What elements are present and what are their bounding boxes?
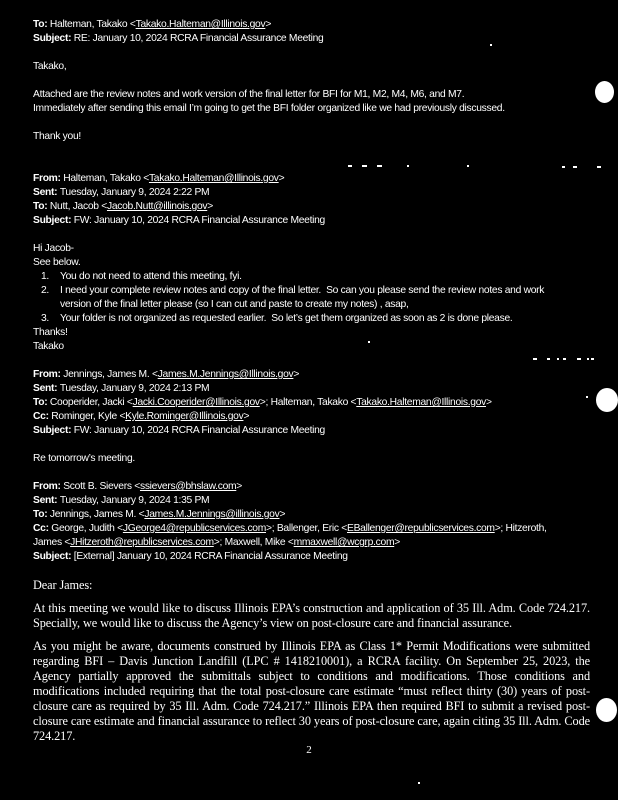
email-1-body [33, 88, 590, 116]
scan-noise-dash [407, 165, 409, 167]
header-text: >; Ballenger, Eric < [266, 523, 348, 534]
email-2-body [33, 242, 590, 354]
header-line [33, 382, 590, 396]
body-line: Takako, [33, 61, 67, 72]
email-thread [33, 18, 590, 744]
email-address: ssievers@bhslaw.com [139, 481, 237, 492]
header-label: From: [33, 369, 64, 380]
header-line [33, 508, 590, 522]
header-label: Sent: [33, 495, 60, 506]
letter-salutation: Dear James: [33, 578, 93, 592]
header-label: From: [33, 173, 64, 184]
spacer [33, 354, 590, 368]
email-address: Jacob.Nutt@illinois.gov [106, 201, 208, 212]
header-text: RE: January 10, 2024 RCRA Financial Assurance Meeting [73, 33, 324, 44]
email-1-greeting [33, 60, 590, 74]
header-text: Rominger, Kyle < [51, 411, 126, 422]
header-label: To: [33, 201, 50, 212]
header-text: [External] January 10, 2024 RCRA Financial Assurance Meeting [73, 551, 348, 562]
scan-noise-dash [377, 165, 382, 167]
scan-noise-dash [562, 166, 565, 168]
spacer [33, 228, 590, 242]
hole-punch-bottom [596, 698, 617, 722]
scan-noise-dash [467, 165, 469, 167]
scan-noise-speck [368, 341, 370, 343]
header-text: > [236, 481, 243, 492]
header-text: Jennings, James M. < [63, 369, 158, 380]
header-text: > [265, 19, 272, 30]
scan-noise-dash [547, 358, 550, 360]
header-text: FW: January 10, 2024 RCRA Financial Assurance Meeting [73, 215, 325, 226]
list-item-line [33, 284, 590, 298]
scan-noise-dash [362, 165, 367, 167]
spacer [33, 564, 590, 578]
list-text: Your folder is not organized as requested earlier. So let’s get them organized as soon as 2 is done please. [60, 313, 513, 324]
header-text: Cooperider, Jacki < [49, 397, 133, 408]
spacer [33, 46, 590, 60]
header-label: Subject: [33, 551, 74, 562]
spacer [33, 593, 590, 601]
header-line [33, 424, 590, 438]
scan-noise-dash [587, 358, 589, 360]
body-line: Thanks! [33, 327, 68, 338]
list-item-line [33, 270, 590, 284]
body-line: Hi Jacob- [33, 243, 74, 254]
header-line [33, 410, 590, 424]
list-number: 3. [41, 313, 49, 324]
header-line [33, 494, 590, 508]
email-address: JHitzeroth@republicservices.com [70, 537, 214, 548]
header-line [33, 172, 590, 186]
header-text: >; Maxwell, Mike < [213, 537, 294, 548]
scan-noise-speck [586, 396, 588, 398]
page-number: 2 [306, 744, 312, 756]
header-label: Cc: [33, 411, 52, 422]
email-address: James.M.Jennings@Illinois.gov [157, 369, 294, 380]
body-line: See below. [33, 257, 81, 268]
spacer [33, 74, 590, 88]
header-text: > [293, 369, 300, 380]
header-label: To: [33, 397, 50, 408]
header-label: Subject: [33, 33, 74, 44]
header-label: Sent: [33, 187, 60, 198]
header-label: From: [33, 481, 64, 492]
email-address: Takako.Halteman@Illinois.gov [135, 19, 266, 30]
email-4-header [33, 480, 590, 564]
header-label: Subject: [33, 215, 74, 226]
scan-noise-dash [533, 358, 537, 360]
email-address: JGeorge4@republicservices.com [122, 523, 266, 534]
header-text: > [394, 537, 400, 548]
list-text: I need your complete review notes and copy of the final letter. So can you please send the review notes and work [60, 285, 545, 296]
header-text: > [243, 411, 250, 422]
header-line [33, 536, 590, 550]
email-2-header [33, 172, 590, 228]
header-line [33, 480, 590, 494]
spacer [33, 438, 590, 452]
header-text: Halteman, Takako < [49, 19, 136, 30]
header-text: Halteman, Takako < [63, 173, 149, 184]
header-text: Tuesday, January 9, 2024 2:22 PM [59, 187, 210, 198]
header-text: > [279, 509, 286, 520]
header-text: > [278, 173, 285, 184]
header-text: >; Hitzeroth, [494, 523, 547, 534]
header-label: Subject: [33, 425, 74, 436]
header-line [33, 396, 590, 410]
header-text: >; Halteman, Takako < [259, 397, 357, 408]
header-line [33, 214, 590, 228]
scan-noise-dash [577, 358, 581, 360]
scan-noise-dash [597, 166, 601, 168]
header-line [33, 18, 590, 32]
header-text: Scott B. Sievers < [63, 481, 140, 492]
email-address: James.M.Jennings@illinois.gov [144, 509, 280, 520]
email-address: mmaxwell@wcgrp.com [293, 537, 395, 548]
header-text: Tuesday, January 9, 2024 2:13 PM [59, 383, 210, 394]
scan-noise-speck [490, 44, 492, 46]
header-line [33, 186, 590, 200]
list-number: 1. [41, 271, 49, 282]
letter-paragraph-1: At this meeting we would like to discuss Illinois EPA’s construction and application of 35 Ill. Adm. Code 724.217. Specially, we would like to discuss the Agency’s view on post-closure care and financial assurance. [33, 601, 590, 630]
header-label: To: [33, 509, 50, 520]
email-1-header [33, 18, 590, 46]
body-line: Re tomorrow’s meeting. [33, 453, 135, 464]
scan-noise-speck [418, 782, 420, 784]
body-line: Attached are the review notes and work version of the final letter for BFI for M1, M2, M4, M6, and M7. [33, 89, 465, 100]
scan-noise-dash [348, 165, 352, 167]
header-text: Nutt, Jacob < [49, 201, 107, 212]
header-label: Sent: [33, 383, 60, 394]
body-line: Thank you! [33, 131, 81, 142]
header-line [33, 368, 590, 382]
scan-noise-dash [573, 166, 577, 168]
email-address: Jacki.Cooperider@Illinois.gov [132, 397, 260, 408]
header-text: James < [33, 537, 71, 548]
hole-punch-top [595, 81, 614, 103]
header-text: George, Judith < [51, 523, 123, 534]
email-address: Kyle.Rominger@Illinois.gov [125, 411, 244, 422]
list-number: 2. [41, 285, 49, 296]
email-3-body [33, 452, 590, 466]
body-line: Immediately after sending this email I’m going to get the BFI folder organized like we had previously discussed. [33, 103, 505, 114]
email-1-closing [33, 130, 590, 144]
spacer [33, 144, 590, 172]
list-item-line [33, 312, 590, 326]
body-line: Takako [33, 341, 64, 352]
header-text: FW: January 10, 2024 RCRA Financial Assurance Meeting [73, 425, 325, 436]
email-address: Takako.Halteman@Illinois.gov [356, 397, 486, 408]
header-label: Cc: [33, 523, 52, 534]
scan-noise-dash [557, 358, 559, 360]
body-line: version of the final letter please (so I can cut and paste to create my notes) , asap, [60, 299, 409, 310]
spacer [33, 116, 590, 130]
letter-paragraph-2: As you might be aware, documents construed by Illinois EPA as Class 1* Permit Modifications were submitted regarding BFI – Davis Junction Landfill (LPC # 1418210001), a RCRA facility. On September 25, 2023, the Agency partially approved the submittals subject to conditions and modifications. Those conditions and modifications included requiring that the total post-closure care estimate “must reflect thirty (30) years of post-closure care as required by 35 Ill. Adm. Code 724.217.” Illinois EPA then required BFI to submit a revised post-closure care estimate and financial assurance to reflect 30 years of post-closure care, again citing 35 Ill. Adm. Code 724.217. [33, 639, 590, 743]
header-text: Tuesday, January 9, 2024 1:35 PM [59, 495, 210, 506]
spacer [33, 631, 590, 639]
header-line [33, 32, 590, 46]
scan-noise-dash [563, 358, 566, 360]
header-line [33, 550, 590, 564]
list-text: You do not need to attend this meeting, fyi. [60, 271, 242, 282]
header-line [33, 200, 590, 214]
email-address: EBallenger@republicservices.com [347, 523, 495, 534]
scan-noise-dash [591, 358, 594, 360]
spacer [33, 466, 590, 480]
hole-punch-middle [596, 388, 618, 412]
header-text: > [207, 201, 213, 212]
header-line [33, 522, 590, 536]
header-text: > [485, 397, 492, 408]
header-label: To: [33, 19, 50, 30]
email-address: Takako.Halteman@Illinois.gov [148, 173, 279, 184]
header-text: Jennings, James M. < [49, 509, 145, 520]
email-3-header [33, 368, 590, 438]
